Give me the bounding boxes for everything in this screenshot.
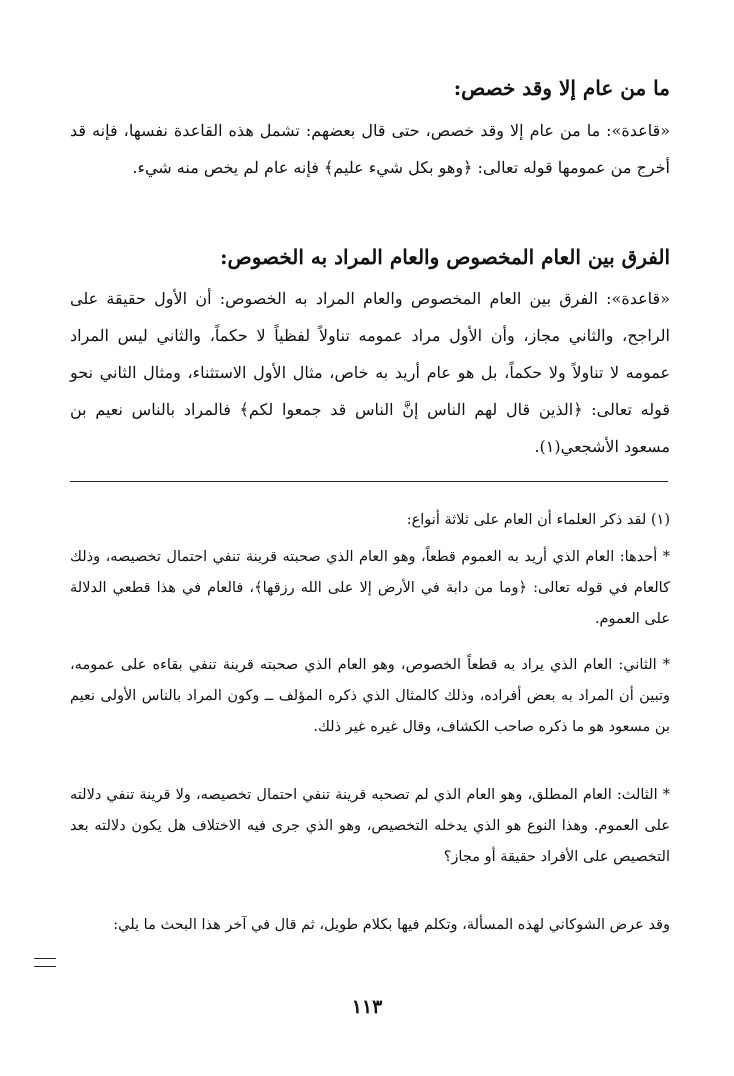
footnote-separator [70, 481, 668, 482]
section-body-difference: «قاعدة»: الفرق بين العام المخصوص والعام المراد به الخصوص: أن الأول حقيقة على الراجح، والثاني مجاز، وأن الأول مراد عمومه تناولاً لفظياً لا حكماً، والثاني ليس المراد عمومه لا تناولاً ولا حكماً، بل هو عام أريد به خاص، مثال الأول الاستثناء، ومثال الثاني نحو قوله تعالى: ﴿الذين قال لهم الناس إنَّ الناس قد جمعوا لكم﴾ فالمراد بالناس نعيم بن مسعود الأشجعي(١). [70, 289, 670, 456]
section-body-general-specified: «قاعدة»: ما من عام إلا وقد خصص، حتى قال بعضهم: تشمل هذه القاعدة نفسها، فإنه قد أخرج من عمومها قوله تعالى: ﴿وهو بكل شيء عليم﴾ فإنه عام لم يخص منه شيء. [70, 121, 670, 177]
footnote-item-first: * أحدها: العام الذي أريد به العموم قطعاً، وهو العام الذي صحبته قرينة تنفي احتمال تخصيصه، وذلك كالعام في قوله تعالى: ﴿وما من دابة في الأرض إلا على الله رزقها﴾، فالعام في هذا قطعي الدلالة على العموم. [70, 549, 670, 627]
margin-mark [34, 958, 56, 967]
section-heading-general-specified: ما من عام إلا وقد خصص: [453, 76, 670, 100]
footnote-item-second: * الثاني: العام الذي يراد به قطعاً الخصوص، وهو العام الذي صحبته قرينة تنفي بقاءه على عمومه، وتبين أن المراد به بعض أفراده، وذلك كالمثال الذي ذكره المؤلف ــ وكون المراد بالناس الأولى نعيم بن مسعود هو ما ذكره صاحب الكشاف، وقال غيره غير ذلك. [70, 657, 670, 735]
section-heading-difference: الفرق بين العام المخصوص والعام المراد به الخصوص: [220, 245, 670, 269]
page-number: ١١٣ [351, 996, 383, 1018]
footnote-item-third: * الثالث: العام المطلق، وهو العام الذي لم تصحبه قرينة تنفي احتمال تخصيصه، ولا قرينة تنفي دلالته على العموم. وهذا النوع هو الذي يدخله التخصيص، وهو الذي جرى فيه الاختلاف هل يكون دلالته بعد التخصيص على الأفراد حقيقة أو مجاز؟ [70, 787, 670, 865]
footnote-intro: (١) لقد ذكر العلماء أن العام على ثلاثة أنواع: [406, 512, 670, 528]
footnote-closing: وقد عرض الشوكاني لهذه المسألة، وتكلم فيها بكلام طويل، ثم قال في آخر هذا البحث ما يلي: [113, 917, 670, 933]
